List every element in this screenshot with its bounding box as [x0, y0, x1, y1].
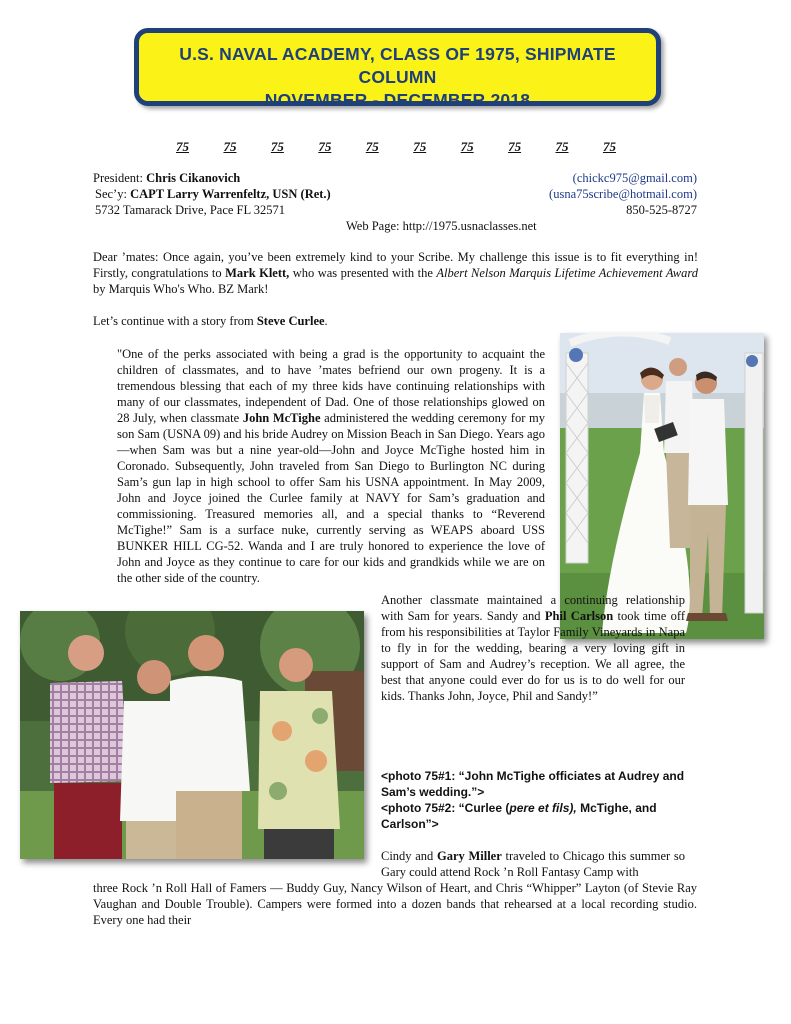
intro-name: Mark Klett,: [225, 266, 290, 280]
class-number: 75: [508, 139, 522, 154]
quote-text: took time off from his responsibilities at Taylor Family Vineyards in Napa to fly in for the wedding, bearing a very loving gift in support of Sam and Audrey’s reception. We all agree, the best that anyone could ever do for us is to do well for our kids. Thanks John, Joyce, Phil and Sandy!”: [381, 609, 685, 703]
quote-name: John McTighe: [242, 411, 321, 425]
miller-text-visible: traveled to Chicago this summer so Gary could attend Rock ’n Roll Fantasy Camp with: [381, 849, 686, 879]
web-page-link[interactable]: Web Page: http://1975.usnaclasses.net: [346, 219, 537, 233]
miller-text: Cindy and: [381, 849, 437, 863]
quote-text: administered the wedding ceremony for my son Sam (USNA 09) and his bride Audrey on Mission Beach in San Diego. Years ago—when Sam was but a nine year-old—John and Joyce McTighe hosted him in Coronado. Subsequently, John traveled from San Diego to Burlington NC during Sam’s gun lap in high school to offer Sam his USNA appointment. In May 2009, John and Joyce joined the Curlee family at NAVY for Sam’s graduation and commissioning. Treasured memories all, and a special thanks to “Reverend McTighe!” Sam is a surface nuke, currently serving as WEAPS aboard USS BUNKER HILL CG-52. Wanda and I are truly honored to experience the love of John and Joyce as they continue to care for our kids and grandkids while we are on the other side of the country.: [117, 411, 545, 585]
class-number: 75: [318, 139, 332, 154]
president-email[interactable]: (chickc975@gmail.com): [572, 171, 697, 185]
column-banner: [134, 28, 661, 110]
intro-text: who was presented with the: [289, 266, 437, 280]
caption-italic: pere et fils),: [509, 801, 577, 815]
class-number: 75: [176, 139, 189, 154]
president-email-text[interactable]: chickc975@gmail.com: [576, 171, 693, 185]
secy-name: CAPT Larry Warrenfeltz, USN (Ret.): [130, 187, 331, 201]
curlee-quote: [117, 346, 545, 586]
group-photo: [20, 611, 364, 859]
caption-photo-2: [381, 800, 691, 832]
class-number: 75: [460, 139, 474, 154]
phone: 850-525-8727: [626, 203, 697, 217]
continue-text: .: [324, 314, 328, 328]
quote-name: Phil Carlson: [544, 609, 614, 623]
quote-text: "One of the perks associated with being a grad is the opportunity to acquaint the children of classmates, and to have ’mates befriend our own progeny. It is a tremendous blessing that each of my three kids have continuing relationships with many of our classmates, independent of Dad. One of those relationships glowed on 28 July, when classmate: [117, 347, 545, 425]
class-number: 75: [365, 139, 379, 154]
group-photo-image: [20, 611, 364, 859]
banner-title: U.S. NAVAL ACADEMY, CLASS OF 1975, SHIPMATE COLUMN: [179, 44, 616, 87]
president-label: President:: [93, 171, 147, 185]
secy-label: Sec’y:: [95, 187, 131, 201]
class-number: 75: [270, 139, 284, 154]
president-line: [93, 170, 240, 187]
secy-email[interactable]: (usna75scribe@hotmail.com): [549, 187, 697, 201]
secy-email-text[interactable]: usna75scribe@hotmail.com: [553, 187, 693, 201]
intro-paragraph: [93, 249, 698, 297]
address: 5732 Tamarack Drive, Pace FL 32571: [95, 203, 286, 217]
award-name: Albert Nelson Marquis Lifetime Achievement Award: [436, 266, 698, 280]
quote-text: Another classmate maintained a continuing relationship with Sam for years. Sandy and: [381, 593, 685, 623]
intro-text: by Marquis Who's Who. BZ Mark!: [93, 282, 269, 296]
photo-captions: [381, 768, 691, 832]
curlee-quote-continued: [381, 592, 685, 704]
caption-photo-1: <photo 75#1: “John McTighe officiates at Audrey and Sam’s wedding.”>: [381, 769, 685, 799]
banner-date: NOVEMBER - DECEMBER 2018: [264, 90, 531, 110]
class-number: 75: [413, 139, 427, 154]
continue-paragraph: [93, 313, 698, 329]
class-number: 75: [223, 139, 237, 154]
miller-paragraph-wrap: three Rock ’n Roll Hall of Famers — Buddy Guy, Nancy Wilson of Heart, and Chris “Whipper” Layton (of Stevie Ray Vaughan and Double Trouble). Campers were formed into a dozen bands that rehearsed at a local recording studio. Every one had their: [93, 881, 697, 927]
caption-text: <photo 75#2: “Curlee (: [381, 801, 510, 815]
continue-text: Let’s continue with a story from: [93, 314, 257, 328]
miller-paragraph-start: [381, 848, 685, 880]
secy-line: [95, 186, 331, 203]
class-number-row: [176, 139, 616, 155]
caption-text: McTighe, and Carlson”>: [381, 801, 657, 831]
intro-text: Dear ’mates: Once again, you’ve been extremely kind to your Scribe. My challenge this issue is to fit everything in! Firstly, congratulations to: [93, 250, 698, 280]
miller-name: Gary Miller: [437, 849, 502, 863]
class-number: 75: [602, 139, 616, 154]
continue-name: Steve Curlee: [256, 314, 325, 328]
president-name: Chris Cikanovich: [146, 171, 241, 185]
class-number: 75: [555, 139, 569, 154]
